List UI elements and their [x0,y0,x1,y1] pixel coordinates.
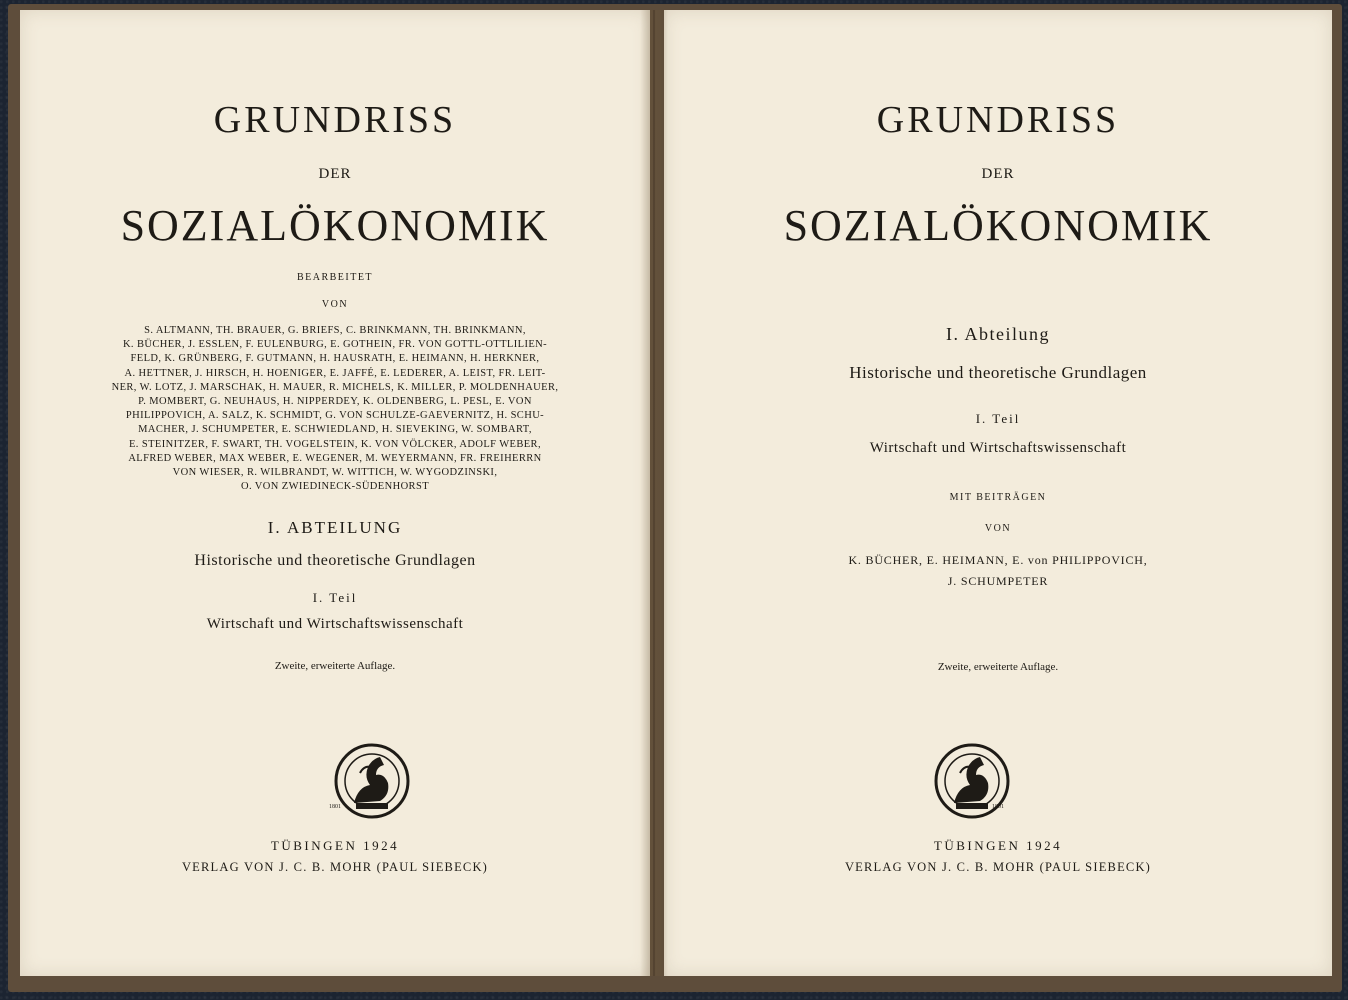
right-title-der: DER [981,166,1015,182]
contributor-line: VON WIESER, R. WILBRANDT, W. WITTICH, W. WYGODZINSKI, [172,467,498,479]
contributor-line: FELD, K. GRÜNBERG, F. GUTMANN, H. HAUSRATH, E. HEIMANN, H. HERKNER, [130,353,540,365]
right-page [664,10,1332,976]
contributors-list [20,324,650,494]
right-title-grundriss: GRUNDRISS [876,99,1120,141]
right-abteilung: I. Abteilung [946,324,1050,344]
left-teil-title: Wirtschaft und Wirtschaftswissenschaft [206,616,464,632]
book-spine [640,10,668,976]
left-seal-year: 1801 [329,804,341,810]
left-auflage: Zweite, erweiterte Auflage. [274,660,396,672]
contributor-line: P. MOMBERT, G. NEUHAUS, H. NIPPERDEY, K. OLDENBERG, L. PESL, E. VON [138,396,532,408]
right-von: VON [984,523,1012,534]
contributor-line: A. HETTNER, J. HIRSCH, H. HOENIGER, E. JAFFÉ, E. LEDERER, A. LEIST, FR. LEIT- [124,367,546,379]
right-authors-line2: J. SCHUMPETER [947,574,1049,588]
right-title-sozialoekonomik: SOZIALÖKONOMIK [783,201,1213,250]
right-publisher-place: TÜBINGEN 1924 [933,838,1063,853]
right-subtitle: Historische und theoretische Grundlagen [849,363,1147,382]
right-authors-line1: K. BÜCHER, E. HEIMANN, E. von PHILIPPOVICH, [848,553,1148,567]
contributor-line: E. STEINITZER, F. SWART, TH. VOGELSTEIN, K. VON VÖLCKER, ADOLF WEBER, [128,438,541,450]
contributor-line: ALFRED WEBER, MAX WEBER, E. WEGENER, M. WEYERMANN, FR. FREIHERRN [128,452,542,464]
left-title-sozialoekonomik: SOZIALÖKONOMIK [120,201,550,250]
contributor-line: S. ALTMANN, TH. BRAUER, G. BRIEFS, C. BRINKMANN, TH. BRINKMANN, [144,325,526,336]
left-teil: I. Teil [312,590,358,605]
contributor-line: PHILIPPOVICH, A. SALZ, K. SCHMIDT, G. VON SCHULZE-GAEVERNITZ, H. SCHU- [125,410,545,422]
left-title-grundriss: GRUNDRISS [213,99,457,141]
left-title-der: DER [318,166,352,182]
right-auflage: Zweite, erweiterte Auflage. [937,661,1059,673]
right-teil-title: Wirtschaft und Wirtschaftswissenschaft [869,440,1127,456]
left-von: VON [321,299,349,310]
right-seal-year: 1801 [992,804,1004,810]
contributor-line: K. BÜCHER, J. ESSLEN, F. EULENBURG, E. GOTHEIN, FR. VON GOTTL-OTTLILIEN- [122,339,548,351]
left-publisher-place: TÜBINGEN 1924 [270,838,400,853]
left-publisher-name: VERLAG VON J. C. B. MOHR (PAUL SIEBECK) [181,860,489,874]
contributor-line: NER, W. LOTZ, J. MARSCHAK, H. MAUER, R. MICHELS, K. MILLER, P. MOLDENHAUER, [111,381,559,393]
right-publisher-name: VERLAG VON J. C. B. MOHR (PAUL SIEBECK) [844,860,1152,874]
left-bearbeitet: BEARBEITET [296,272,374,283]
left-abteilung: I. ABTEILUNG [267,518,403,537]
right-mit-beitraegen: MIT BEITRÄGEN [949,492,1047,503]
left-subtitle: Historische und theoretische Grundlagen [194,552,476,569]
contributor-line: O. VON ZWIEDINECK-SÜDENHORST [240,481,430,493]
contributor-line: MACHER, J. SCHUMPETER, E. SCHWIEDLAND, H. SIEVEKING, W. SOMBART, [138,424,532,436]
right-teil: I. Teil [975,411,1021,426]
left-page [20,10,650,976]
